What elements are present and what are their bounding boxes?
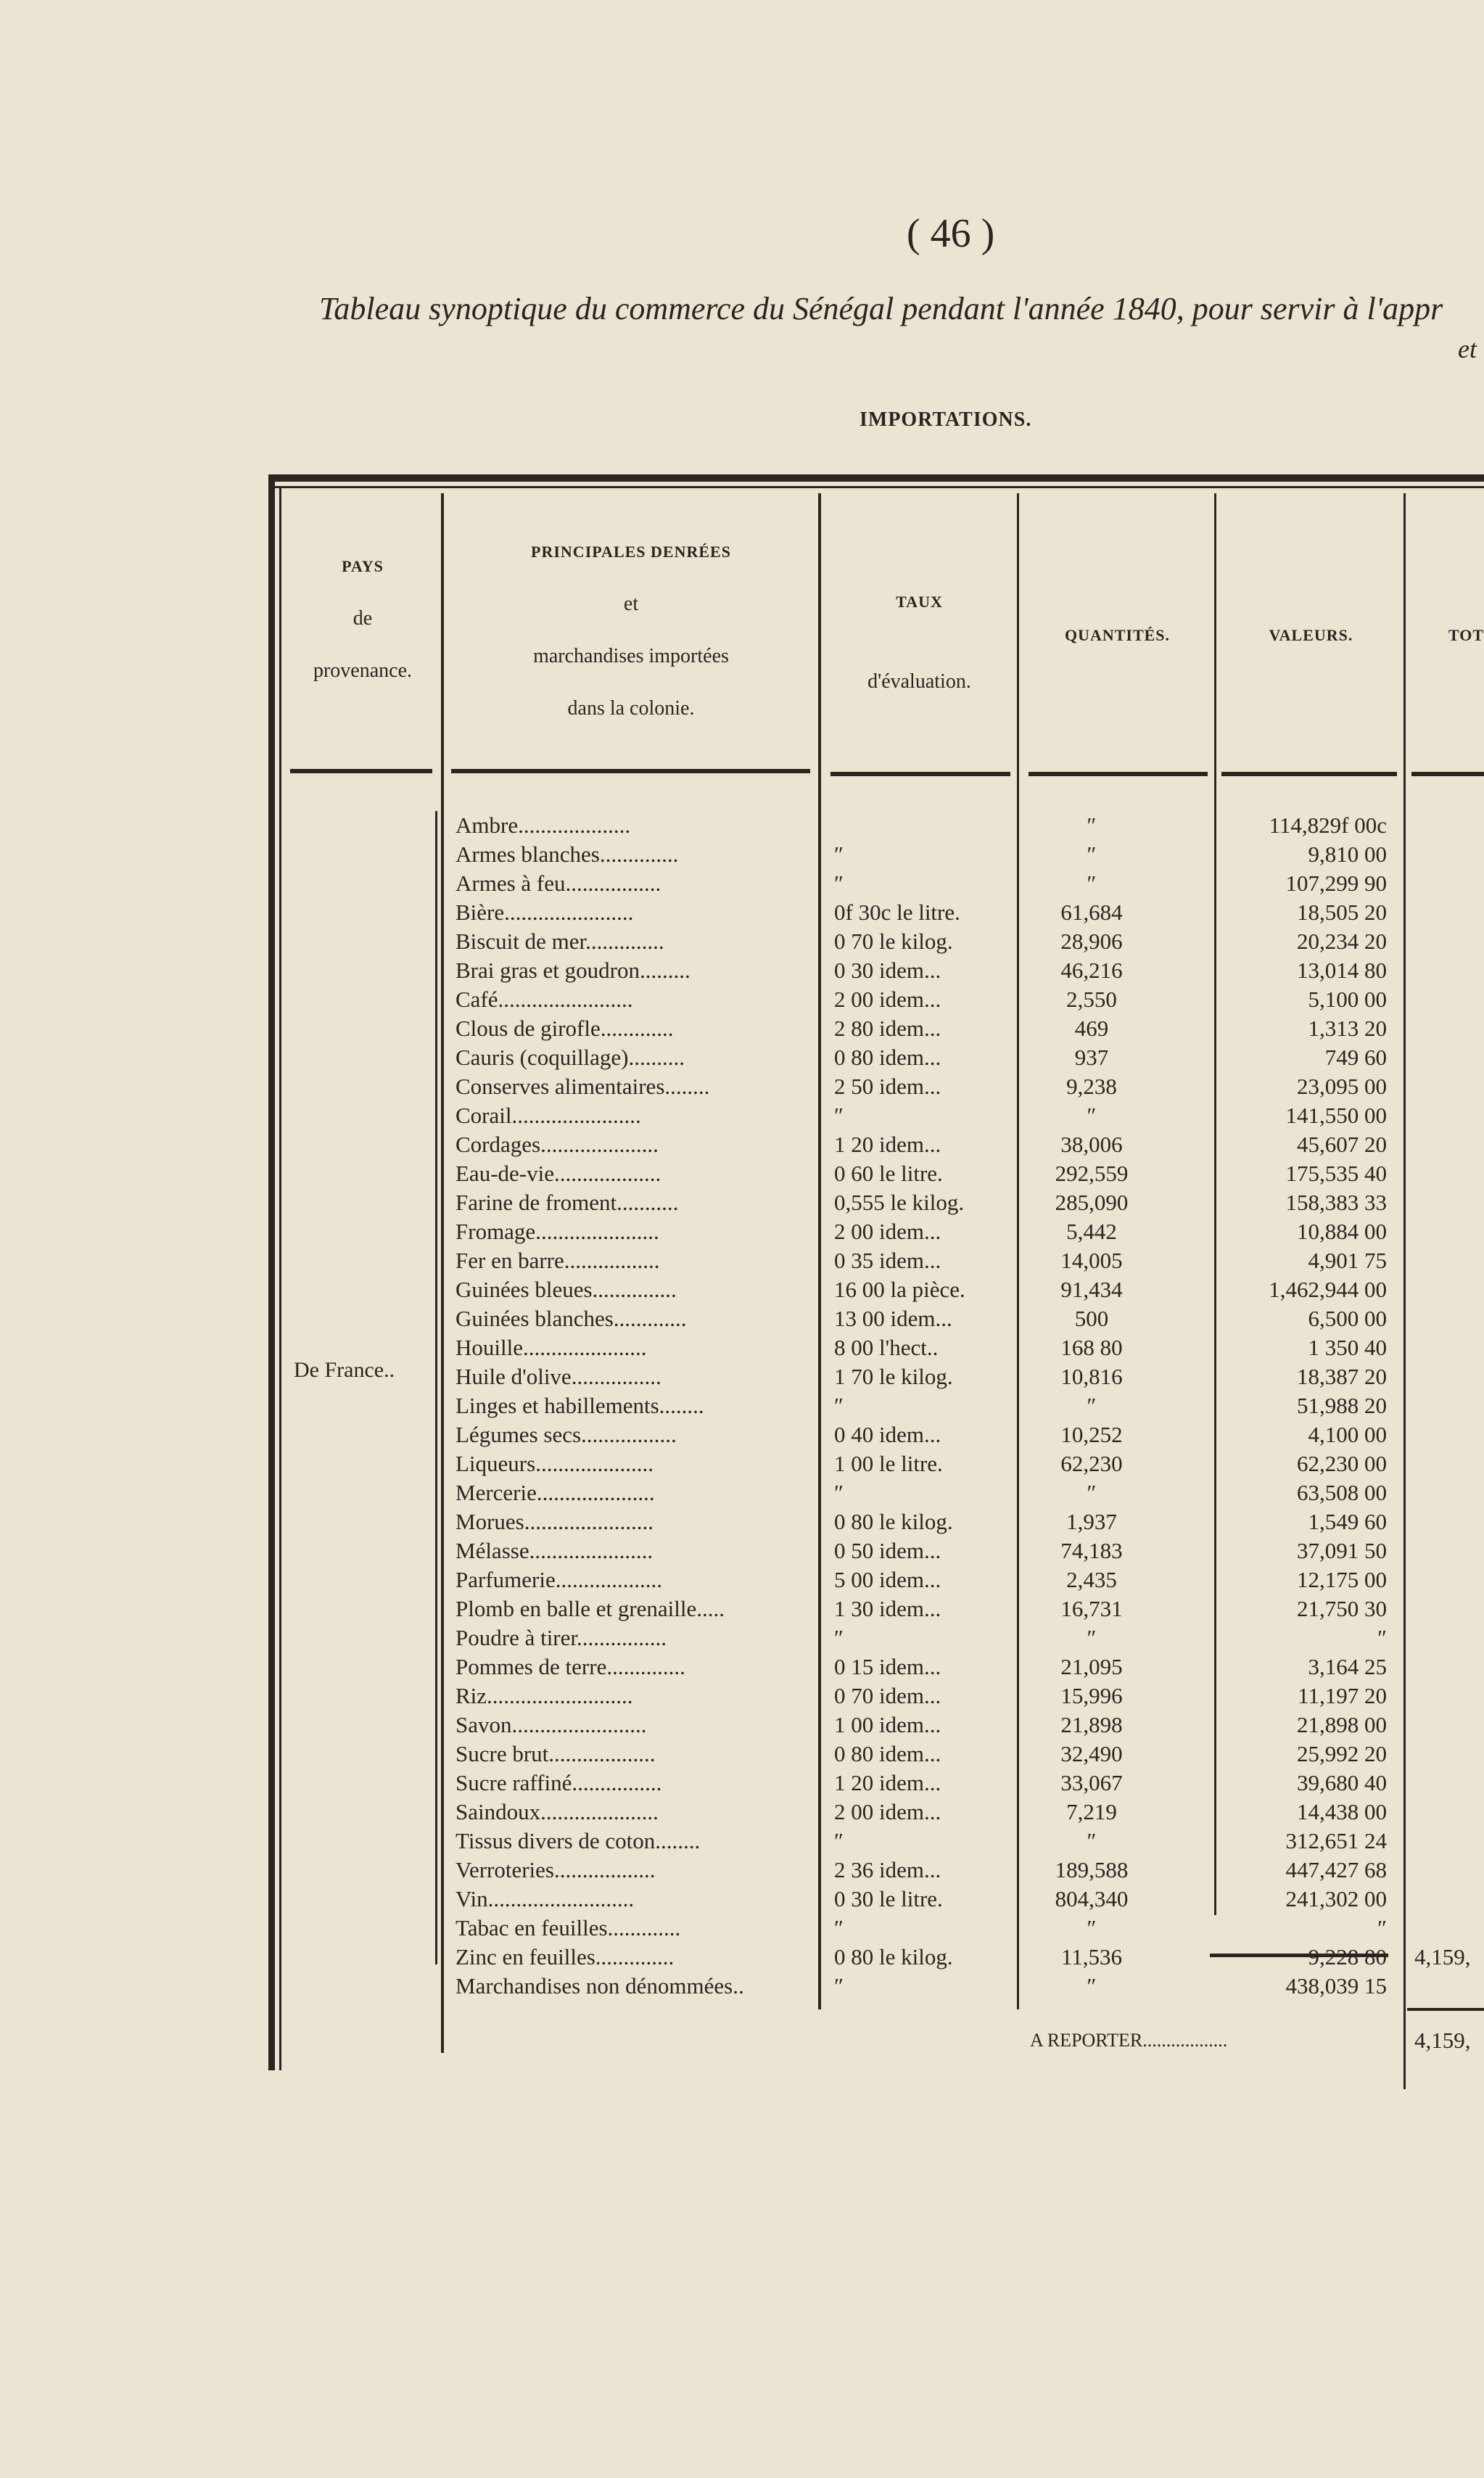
rate-cell: 13 00 idem... [834,1306,952,1331]
quantity-cell: 804,340 [1055,1886,1129,1911]
rate-cell: 0 30 le litre. [834,1886,943,1911]
report-label: A REPORTER.................. [1030,2030,1228,2051]
quantity-cell: ″ [1087,1915,1097,1940]
rate-cell: 1 30 idem... [834,1596,941,1621]
quantity-cell: ″ [1087,1625,1097,1650]
header-rule [290,769,432,773]
rate-cell: 0 80 idem... [834,1741,941,1766]
rate-cell: 0f 30c le litre. [834,900,960,925]
table-row [0,1972,1484,2001]
quantity-cell: 62,230 [1060,1451,1123,1476]
header-totals: TOT [1448,626,1484,644]
goods-name-cell: Mercerie..................... [455,1480,655,1505]
goods-name-cell: Houille...................... [455,1335,647,1360]
header-rule [1029,772,1208,776]
value-cell: 4,100 00 [1308,1422,1387,1447]
table-row [0,1914,1484,1943]
report-rule [1407,2008,1484,2011]
rate-cell: ″ [834,841,844,867]
value-cell: ″ [1377,1915,1387,1940]
quantity-cell: 10,252 [1060,1422,1123,1447]
value-cell: 11,197 20 [1298,1683,1387,1708]
goods-name-cell: Parfumerie................... [455,1567,662,1592]
page-title-continuation: et [1458,334,1477,363]
value-cell: 21,750 30 [1297,1596,1387,1621]
goods-name-cell: Poudre à tirer................ [455,1625,667,1650]
quantity-cell: 16,731 [1060,1596,1123,1621]
quantity-cell: 168 80 [1060,1335,1123,1360]
goods-name-cell: Zinc en feuilles.............. [455,1944,675,1969]
quantity-cell: 469 [1074,1016,1109,1041]
table-row [0,1420,1484,1449]
table-top-rule [268,474,1484,482]
goods-name-cell: Vin.......................... [455,1886,635,1911]
table-row [0,985,1484,1014]
value-cell: 1,462,944 00 [1269,1277,1387,1302]
quantity-cell: 38,006 [1060,1132,1123,1157]
quantity-cell: 21,898 [1060,1712,1123,1737]
value-cell: 447,427 68 [1285,1857,1387,1882]
value-cell: 107,299 90 [1285,870,1387,896]
value-cell: 18,387 20 [1297,1364,1387,1389]
quantity-cell: 91,434 [1060,1277,1123,1302]
goods-name-cell: Mélasse...................... [455,1538,654,1563]
quantity-cell: 10,816 [1060,1364,1123,1389]
value-cell: 3,164 25 [1308,1654,1387,1679]
quantity-cell: 61,684 [1060,900,1123,925]
goods-name-cell: Biscuit de mer.............. [455,929,664,954]
value-cell: 14,438 00 [1297,1799,1387,1824]
rate-cell: 5 00 idem... [834,1567,941,1592]
goods-name-cell: Riz.......................... [455,1683,633,1708]
goods-name-cell: Conserves alimentaires........ [455,1074,710,1099]
goods-name-cell: Tissus divers de coton........ [455,1828,701,1853]
header-values: VALEURS. [1269,626,1353,644]
header-rule [830,772,1010,776]
value-cell: 5,100 00 [1308,987,1387,1012]
value-cell: ″ [1377,1625,1387,1650]
header-rate-line2: d'évaluation. [867,670,971,693]
goods-name-cell: Bière....................... [455,900,634,925]
goods-name-cell: Café........................ [455,987,633,1012]
quantity-cell: ″ [1087,1393,1097,1418]
table-row [0,1507,1484,1536]
value-cell: 18,505 20 [1297,900,1387,925]
rate-cell: ″ [834,1103,844,1128]
table-row [0,1333,1484,1362]
value-cell [1219,1943,1387,1972]
rate-cell: 0 80 le kilog. [834,1944,953,1969]
quantity-cell: ″ [1087,1103,1097,1128]
table-row [0,1130,1484,1159]
header-quantities: QUANTITÉS. [1064,626,1171,644]
value-cell: 37,091 50 [1297,1538,1387,1563]
value-cell: 10,884 00 [1297,1219,1387,1244]
value-cell: 4,901 75 [1308,1248,1387,1273]
quantity-cell: 285,090 [1055,1190,1129,1215]
table-row [0,1594,1484,1623]
table-row [0,1217,1484,1246]
value-cell: 1 350 40 [1308,1335,1387,1360]
rate-cell: 1 00 le litre. [834,1451,943,1476]
table-row [0,811,1484,840]
goods-name-cell: Brai gras et goudron......... [455,958,691,983]
header-goods [450,526,812,735]
quantity-cell: ″ [1087,1973,1097,1999]
header-goods-line3: marchandises importées [533,645,729,667]
value-cell: 9,810 00 [1308,841,1387,867]
rate-cell: 0 50 idem... [834,1538,941,1563]
header-rule [451,769,810,773]
value-cell: 39,680 40 [1297,1770,1387,1795]
table-row [0,1449,1484,1478]
quantity-cell: 2,435 [1066,1567,1117,1592]
quantity-cell: ″ [1087,1480,1097,1505]
table-row [0,1769,1484,1798]
goods-name-cell: Corail....................... [455,1103,641,1128]
quantity-cell: 21,095 [1060,1654,1123,1679]
value-cell: 63,508 00 [1297,1480,1387,1505]
quantity-cell: 1,937 [1066,1509,1117,1534]
header-country-line2: de [353,607,373,630]
table-row [0,1536,1484,1565]
goods-name-cell: Tabac en feuilles............. [455,1915,681,1940]
quantity-cell: ″ [1087,841,1097,867]
rate-cell: 0 30 idem... [834,958,941,983]
table-row [0,1623,1484,1652]
goods-name-cell: Verroteries.................. [455,1857,656,1882]
rate-cell: 1 70 le kilog. [834,1364,953,1389]
quantity-cell: 74,183 [1060,1538,1123,1563]
goods-name-cell: Liqueurs..................... [455,1451,654,1476]
rate-cell: 2 50 idem... [834,1074,941,1099]
rate-cell: 0 60 le litre. [834,1161,943,1186]
rate-cell: ″ [834,1973,844,1999]
value-cell: 62,230 00 [1297,1451,1387,1476]
table-row [0,1943,1484,1972]
quantity-cell: 189,588 [1055,1857,1129,1882]
quantity-cell: 11,536 [1060,1944,1123,1969]
header-rate-line1: TAUX [896,593,943,611]
header-country [287,540,439,697]
header-rule [1411,772,1484,776]
table-row [0,898,1484,927]
quantity-cell: ″ [1087,870,1097,896]
value-cell: 241,302 00 [1285,1886,1387,1911]
page-title: Tableau synoptique du commerce du Sénégal pendant l'année 1840, pour servir à l'appr [319,291,1443,326]
rate-cell: 1 20 idem... [834,1132,941,1157]
table-row [0,1159,1484,1188]
rate-cell: 0 70 le kilog. [834,929,953,954]
value-cell: 23,095 00 [1297,1074,1387,1099]
table-row [0,1014,1484,1043]
rate-cell: 0 70 idem... [834,1683,941,1708]
goods-name-cell: Fromage...................... [455,1219,659,1244]
rate-cell: 0,555 le kilog. [834,1190,965,1215]
table-row [0,1682,1484,1711]
goods-name-cell: Armes blanches.............. [455,841,679,867]
header-rate [823,562,1015,722]
value-cell: 114,829f 00c [1269,812,1387,838]
reported-total-value: 4,159, [1414,2028,1471,2053]
goods-name-cell: Saindoux..................... [455,1799,659,1824]
rate-cell: ″ [834,1915,844,1940]
rate-cell: ″ [834,1480,844,1505]
table-row [0,1275,1484,1304]
quantity-cell: ″ [1087,812,1097,838]
rate-cell: 8 00 l'hect.. [834,1335,939,1360]
quantity-cell: 28,906 [1060,929,1123,954]
table-row [0,1478,1484,1507]
goods-name-cell: Clous de girofle............. [455,1016,674,1041]
table-row [0,1072,1484,1101]
table-row [0,1101,1484,1130]
table-row [0,1043,1484,1072]
value-cell: 312,651 24 [1285,1828,1387,1853]
goods-name-cell: Linges et habillements........ [455,1393,704,1418]
goods-name-cell: Savon........................ [455,1712,647,1737]
table-row [0,1740,1484,1769]
header-goods-line1: PRINCIPALES DENRÉES [531,543,731,561]
header-rule [1221,772,1397,776]
quantity-cell: 9,238 [1066,1074,1117,1099]
page-number: ( 46 ) [907,211,995,256]
rate-cell: 2 00 idem... [834,1219,941,1244]
subtotal-rule [1210,1954,1388,1957]
rate-cell: 0 35 idem... [834,1248,941,1273]
rate-cell: 0 80 le kilog. [834,1509,953,1534]
value-cell: 21,898 00 [1297,1712,1387,1737]
value-cell: 12,175 00 [1297,1567,1387,1592]
table-row [0,956,1484,985]
subtotal-value: 4,159, [1414,1944,1471,1969]
rate-cell: 1 20 idem... [834,1770,941,1795]
table-row [0,1798,1484,1827]
quantity-cell: 32,490 [1060,1741,1123,1766]
table-row [0,1565,1484,1594]
rate-cell: 16 00 la pièce. [834,1277,965,1302]
table-row [0,1188,1484,1217]
header-country-line3: provenance. [313,659,413,682]
value-cell: 25,992 20 [1297,1741,1387,1766]
goods-table-body [0,811,1484,2001]
quantity-cell: 15,996 [1060,1683,1123,1708]
quantity-cell: 937 [1074,1045,1109,1070]
rate-cell: 0 15 idem... [834,1654,941,1679]
goods-name-cell: Farine de froment........... [455,1190,679,1215]
value-cell: 45,607 20 [1297,1132,1387,1157]
goods-name-cell: Cordages..................... [455,1132,659,1157]
quantity-cell: 500 [1074,1306,1109,1331]
rate-cell: 2 00 idem... [834,987,941,1012]
quantity-cell: 5,442 [1066,1219,1117,1244]
quantity-cell: 7,219 [1066,1799,1117,1824]
goods-name-cell: Marchandises non dénommées.. [455,1973,744,1999]
table-row [0,927,1484,956]
rate-cell: 2 00 idem... [834,1799,941,1824]
goods-name-cell: Cauris (coquillage).......... [455,1045,685,1070]
table-top-rule-thin [268,486,1484,488]
value-cell: 749 60 [1324,1045,1387,1070]
table-row [0,840,1484,869]
rate-cell: 2 80 idem... [834,1016,941,1041]
value-cell: 6,500 00 [1308,1306,1387,1331]
value-cell: 13,014 80 [1297,958,1387,983]
goods-name-cell: Morues....................... [455,1509,654,1534]
value-cell: 158,383 33 [1285,1190,1387,1215]
rate-cell: ″ [834,1393,844,1418]
value-cell: 175,535 40 [1285,1161,1387,1186]
header-goods-line4: dans la colonie. [567,697,695,720]
table-row [0,1827,1484,1856]
table-row [0,1246,1484,1275]
rate-cell: 2 36 idem... [834,1857,941,1882]
goods-name-cell: Armes à feu................. [455,870,661,896]
table-row [0,1391,1484,1420]
goods-name-cell: Plomb en balle et grenaille..... [455,1596,725,1621]
goods-name-cell: Pommes de terre.............. [455,1654,685,1679]
quantity-cell: 33,067 [1060,1770,1123,1795]
quantity-cell: 46,216 [1060,958,1123,983]
value-cell: 1,549 60 [1308,1509,1387,1534]
goods-name-cell: Guinées blanches............. [455,1306,687,1331]
table-row [0,1362,1484,1391]
table-row [0,1304,1484,1333]
quantity-cell: ″ [1087,1828,1097,1853]
table-row [0,1711,1484,1740]
value-cell: 141,550 00 [1285,1103,1387,1128]
goods-name-cell: Légumes secs................. [455,1422,677,1447]
quantity-cell: 292,559 [1055,1161,1129,1186]
goods-name-cell: Sucre raffiné................ [455,1770,662,1795]
goods-name-cell: Fer en barre................. [455,1248,660,1273]
goods-name-cell: Ambre.................... [455,812,631,838]
table-row [0,1885,1484,1914]
value-cell: 20,234 20 [1297,929,1387,954]
rate-cell: ″ [834,870,844,896]
header-country-line1: PAYS [342,557,384,575]
quantity-cell: 14,005 [1060,1248,1123,1273]
goods-name-cell: Guinées bleues............... [455,1277,677,1302]
rate-cell: ″ [834,1828,844,1853]
rate-cell: ″ [834,1625,844,1650]
quantity-cell: 2,550 [1066,987,1117,1012]
rate-cell: 1 00 idem... [834,1712,941,1737]
header-goods-line2: et [623,593,639,615]
goods-name-cell: Sucre brut................... [455,1741,656,1766]
table-row [0,1652,1484,1682]
value-cell: 1,313 20 [1308,1016,1387,1041]
origin-label: De France.. [294,1358,395,1382]
table-row [0,869,1484,898]
goods-name-cell: Eau-de-vie................... [455,1161,661,1186]
goods-name-cell: Huile d'olive................ [455,1364,661,1389]
table-row [0,1856,1484,1885]
section-heading: IMPORTATIONS. [860,408,1032,431]
value-cell: 438,039 15 [1285,1973,1387,1999]
rate-cell: 0 80 idem... [834,1045,941,1070]
value-cell: 51,988 20 [1297,1393,1387,1418]
rate-cell: 0 40 idem... [834,1422,941,1447]
